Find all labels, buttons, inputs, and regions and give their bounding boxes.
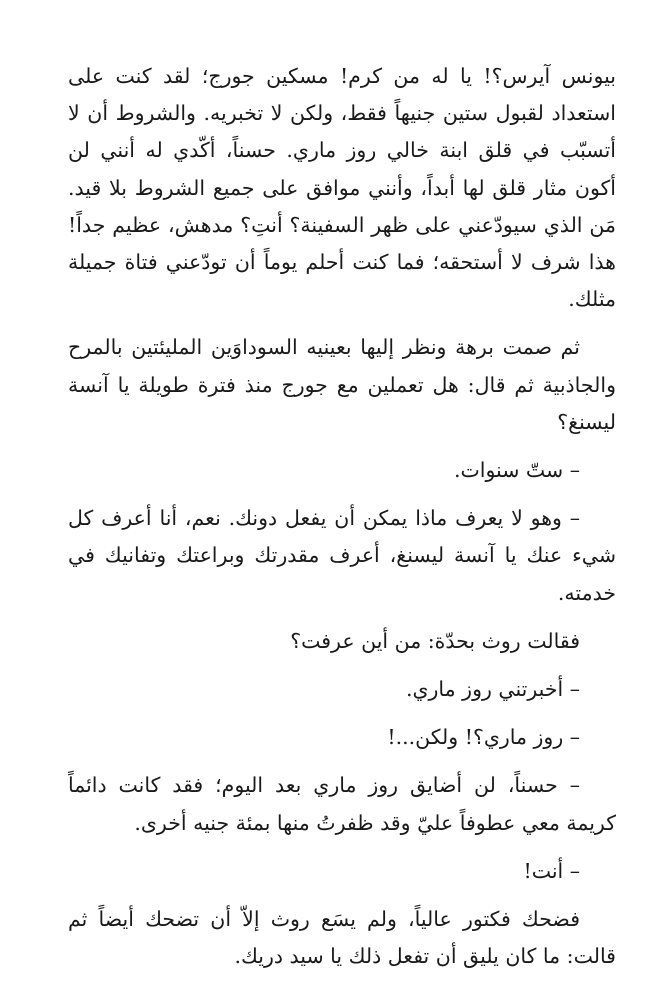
- dialog-line-8: فضحك فكتور عالياً، ولم يسَع روث إلاّ أن تضحك أيضاً ثم قالت: ما كان يليق أن تفعل ذلك يا سيد دريك.: [68, 907, 616, 969]
- dialog-line-2: – وهو لا يعرف ماذا يمكن أن يفعل دونك. نعم، أنا أعرف كل شيء عنك يا آنسة ليسنغ، أعرف مقدرتك وبراعتك وتفانيك في خدمته.: [68, 506, 616, 605]
- dialog-line-4: – أخبرتني روز ماري.: [405, 677, 580, 702]
- dialog-line-6: – حسناً، لن أضايق روز ماري بعد اليوم؛ فقد كانت دائماً كريمة معي عطوفاً عليّ وقد ظفرتُ منها بمئة جنيه أخرى.: [68, 773, 616, 835]
- dialog-line-3: فقالت روث بحدّة: من أين عرفت؟: [290, 628, 580, 653]
- dialog-line-1: – ستّ سنوات.: [453, 458, 580, 483]
- dialog-line-7: – أنت!: [523, 858, 580, 883]
- book-page: [68, 58, 616, 975]
- dialog-line-5: – روز ماري؟! ولكن...!: [387, 725, 580, 750]
- paragraph-2: ثم صمت برهة ونظر إليها بعينيه السوداوَين المليئتين بالمرح والجاذبية ثم قال: هل تعملين مع جورج منذ فترة طويلة يا آنسة ليسنغ؟: [68, 335, 616, 434]
- paragraph-1: بيونس آيرس؟! يا له من كرم! مسكين جورج؛ لقد كنت على استعداد لقبول ستين جنيهاً فقط، ولكن لا تخبريه. والشروط أن لا أتسبّب في قلق ابنة خالي روز ماري. حسناً، أكّدي له أنني لن أكون مثار قلق لها أبداً، وأنني موافق على جميع الشروط بلا قيد. مَن الذي سيودّعني على ظهر السفينة؟ أنتِ؟ مدهش، عظيم جداً! هذا شرف لا أستحقه؛ فما كنت أحلم يوماً أن تودّعني فتاة جميلة مثلك.: [68, 64, 616, 312]
